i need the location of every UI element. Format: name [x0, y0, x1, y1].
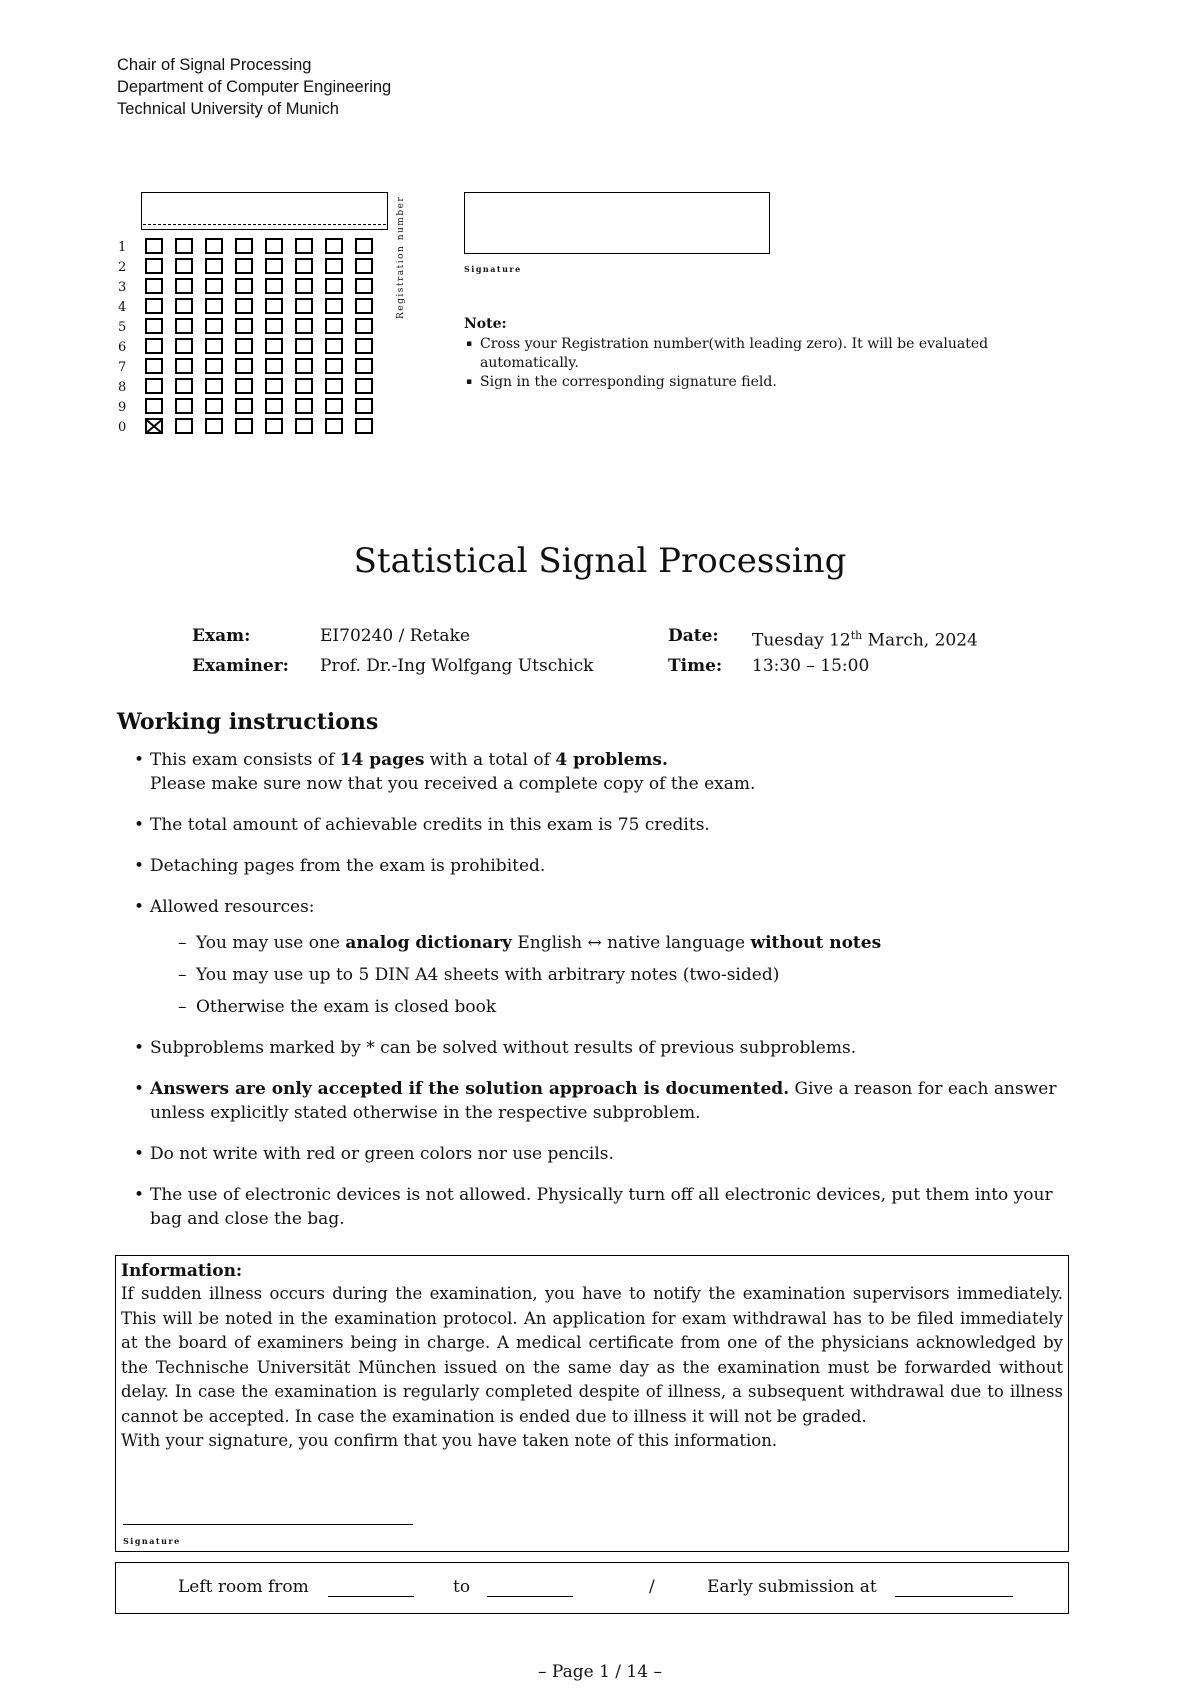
- information-title: Information:: [121, 1261, 243, 1281]
- working-instructions-list: [150, 748, 1070, 1248]
- note-item: ▪ Sign in the corresponding signature field.: [480, 373, 1074, 392]
- digit-label: 1: [118, 240, 127, 255]
- registration-checkbox[interactable]: [205, 238, 223, 254]
- registration-checkbox[interactable]: [265, 238, 283, 254]
- registration-checkbox[interactable]: [145, 238, 163, 254]
- exam-info-row: [192, 621, 1022, 651]
- resource-item: – You may use up to 5 DIN A4 sheets with arbitrary notes (two-sided): [196, 963, 1070, 987]
- registration-checkbox[interactable]: [265, 378, 283, 394]
- instruction-item: • Subproblems marked by * can be solved without results of previous subproblems.: [150, 1036, 1070, 1060]
- registration-checkbox[interactable]: [145, 418, 163, 434]
- registration-checkbox[interactable]: [295, 238, 313, 254]
- registration-checkbox[interactable]: [295, 378, 313, 394]
- university-name: Technical University of Munich: [117, 100, 339, 118]
- digit-label: 6: [118, 340, 127, 355]
- registration-checkbox[interactable]: [205, 278, 223, 294]
- registration-checkbox[interactable]: [175, 318, 193, 334]
- registration-checkbox[interactable]: [355, 298, 373, 314]
- registration-checkbox[interactable]: [355, 238, 373, 254]
- registration-checkbox[interactable]: [265, 318, 283, 334]
- early-submission-field[interactable]: [895, 1596, 1013, 1597]
- registration-checkbox[interactable]: [265, 398, 283, 414]
- registration-checkbox[interactable]: [145, 318, 163, 334]
- registration-checkbox[interactable]: [265, 358, 283, 374]
- left-room-box: [115, 1562, 1069, 1614]
- instruction-item: • Allowed resources: – You may use one analog dictionary English ↔ native language without notes – You may use up to 5 DIN A4 sheets with arbitrary notes (two-sided) – Otherwise the exam is closed book: [150, 895, 1070, 1019]
- registration-checkbox[interactable]: [235, 378, 253, 394]
- instruction-item: • The use of electronic devices is not allowed. Physically turn off all electronic devices, put them into your bag and close the bag.: [150, 1183, 1070, 1231]
- digit-label: 9: [118, 400, 127, 415]
- registration-checkbox[interactable]: [295, 358, 313, 374]
- registration-checkbox[interactable]: [235, 298, 253, 314]
- registration-checkbox[interactable]: [205, 338, 223, 354]
- note-section: [464, 315, 1074, 392]
- registration-checkbox[interactable]: [325, 338, 343, 354]
- registration-digit-separators: [143, 224, 386, 229]
- registration-checkbox[interactable]: [295, 318, 313, 334]
- allowed-resources-list: [150, 931, 1070, 1019]
- registration-checkbox[interactable]: [295, 418, 313, 434]
- registration-checkbox[interactable]: [325, 418, 343, 434]
- registration-checkbox[interactable]: [355, 278, 373, 294]
- registration-checkbox[interactable]: [145, 338, 163, 354]
- information-signature-label: Signature: [123, 1536, 181, 1546]
- registration-checkbox[interactable]: [325, 238, 343, 254]
- examiner-info-row: [192, 651, 1022, 681]
- examiner-value: Prof. Dr.-Ing Wolfgang Utschick: [320, 656, 594, 676]
- registration-checkbox[interactable]: [205, 358, 223, 374]
- instruction-item: • Answers are only accepted if the solution approach is documented. Give a reason for each answer unless explicitly stated otherwise in the respective subproblem.: [150, 1077, 1070, 1125]
- registration-checkbox[interactable]: [175, 398, 193, 414]
- registration-checkbox[interactable]: [145, 398, 163, 414]
- registration-checkbox[interactable]: [205, 318, 223, 334]
- instruction-item: • Do not write with red or green colors nor use pencils.: [150, 1142, 1070, 1166]
- registration-checkbox[interactable]: [175, 378, 193, 394]
- registration-checkbox[interactable]: [325, 378, 343, 394]
- left-room-from-field[interactable]: [328, 1596, 414, 1597]
- registration-checkbox[interactable]: [295, 278, 313, 294]
- separator-slash: /: [649, 1577, 655, 1597]
- institution-header: [117, 54, 391, 120]
- early-submission-label: Early submission at: [707, 1577, 877, 1597]
- instruction-item: • This exam consists of 14 pages with a total of 4 problems. Please make sure now that you received a complete copy of the exam.: [150, 748, 1070, 796]
- registration-checkbox[interactable]: [295, 298, 313, 314]
- information-box: [115, 1255, 1069, 1552]
- resource-item: – You may use one analog dictionary English ↔ native language without notes: [196, 931, 1070, 955]
- information-text: If sudden illness occurs during the examination, you have to notify the examination supervisors immediately. This will be noted in the examination protocol. An application for exam withdrawal has to be filed immediately at the board of examiners being in charge. A medical certificate from one of the physicians acknowledged by the Technische Universität München issued on the same day as the examination must be forwarded without delay. In case the examination is regularly completed despite of illness, a subsequent withdrawal due to illness cannot be accepted. In case the examination is ended due to illness it will not be graded.: [121, 1284, 1063, 1426]
- registration-checkbox[interactable]: [325, 318, 343, 334]
- registration-checkbox[interactable]: [205, 378, 223, 394]
- registration-checkbox[interactable]: [145, 298, 163, 314]
- registration-checkbox[interactable]: [175, 358, 193, 374]
- time-value: 13:30 – 15:00: [752, 656, 870, 676]
- registration-checkbox[interactable]: [175, 258, 193, 274]
- registration-checkbox[interactable]: [355, 398, 373, 414]
- registration-checkbox[interactable]: [205, 258, 223, 274]
- registration-checkbox[interactable]: [325, 358, 343, 374]
- registration-checkbox[interactable]: [175, 238, 193, 254]
- digit-label: 7: [118, 360, 127, 375]
- registration-checkbox[interactable]: [235, 398, 253, 414]
- signature-label: Signature: [464, 264, 522, 274]
- registration-checkbox[interactable]: [295, 258, 313, 274]
- date-value: Tuesday 12th March, 2024: [752, 629, 978, 651]
- examiner-label: Examiner:: [192, 656, 289, 676]
- resource-item: – Otherwise the exam is closed book: [196, 995, 1070, 1019]
- registration-checkbox[interactable]: [295, 338, 313, 354]
- note-title: Note:: [464, 316, 507, 332]
- registration-checkbox[interactable]: [235, 278, 253, 294]
- registration-checkbox[interactable]: [355, 318, 373, 334]
- registration-checkbox[interactable]: [205, 418, 223, 434]
- registration-checkbox[interactable]: [265, 258, 283, 274]
- digit-label: 8: [118, 380, 127, 395]
- registration-checkbox[interactable]: [265, 278, 283, 294]
- registration-checkbox[interactable]: [145, 278, 163, 294]
- registration-checkbox[interactable]: [265, 298, 283, 314]
- information-confirm-text: With your signature, you confirm that you have taken note of this information.: [121, 1431, 778, 1450]
- registration-checkbox[interactable]: [145, 358, 163, 374]
- document-title: Statistical Signal Processing: [353, 541, 847, 581]
- registration-checkbox[interactable]: [175, 418, 193, 434]
- registration-checkbox[interactable]: [355, 258, 373, 274]
- instruction-item: • Detaching pages from the exam is prohibited.: [150, 854, 1070, 878]
- registration-checkbox[interactable]: [265, 338, 283, 354]
- registration-checkbox[interactable]: [205, 398, 223, 414]
- registration-checkbox[interactable]: [235, 238, 253, 254]
- registration-checkbox[interactable]: [235, 318, 253, 334]
- digit-label: 3: [118, 280, 127, 295]
- time-label: Time:: [668, 656, 723, 676]
- registration-checkbox[interactable]: [235, 258, 253, 274]
- department-name: Department of Computer Engineering: [117, 78, 392, 96]
- registration-checkbox[interactable]: [235, 418, 253, 434]
- registration-checkbox[interactable]: [355, 378, 373, 394]
- registration-checkbox[interactable]: [175, 298, 193, 314]
- left-room-to-field[interactable]: [487, 1596, 573, 1597]
- instruction-item: • The total amount of achievable credits in this exam is 75 credits.: [150, 813, 1070, 837]
- note-item: ▪ Cross your Registration number(with leading zero). It will be evaluated automatically.: [480, 335, 1074, 373]
- registration-checkbox[interactable]: [235, 358, 253, 374]
- digit-label: 4: [118, 300, 127, 315]
- digit-label: 5: [118, 320, 127, 335]
- registration-checkbox[interactable]: [175, 278, 193, 294]
- left-room-label: Left room from: [178, 1577, 309, 1597]
- page-number: – Page 1 / 14 –: [538, 1662, 662, 1682]
- note-list: [464, 335, 1074, 392]
- to-label: to: [453, 1577, 471, 1597]
- date-label: Date:: [668, 626, 719, 646]
- exam-info-table: [192, 621, 1022, 681]
- registration-checkbox[interactable]: [295, 398, 313, 414]
- signature-box[interactable]: [464, 192, 770, 254]
- registration-checkbox[interactable]: [325, 398, 343, 414]
- registration-checkbox[interactable]: [325, 298, 343, 314]
- exam-value: EI70240 / Retake: [320, 626, 470, 646]
- registration-checkbox[interactable]: [355, 358, 373, 374]
- digit-label: 0: [118, 420, 127, 435]
- registration-checkbox[interactable]: [355, 418, 373, 434]
- registration-number-label: Registration number: [396, 195, 406, 319]
- information-signature-line[interactable]: [123, 1524, 413, 1525]
- chair-name: Chair of Signal Processing: [117, 56, 312, 74]
- registration-checkbox[interactable]: [265, 418, 283, 434]
- working-instructions-heading: Working instructions: [117, 709, 379, 735]
- registration-checkbox[interactable]: [325, 278, 343, 294]
- exam-label: Exam:: [192, 626, 251, 646]
- registration-checkbox[interactable]: [325, 258, 343, 274]
- registration-checkbox[interactable]: [235, 338, 253, 354]
- registration-checkbox[interactable]: [205, 298, 223, 314]
- registration-checkbox[interactable]: [175, 338, 193, 354]
- registration-checkbox[interactable]: [355, 338, 373, 354]
- registration-checkbox[interactable]: [145, 258, 163, 274]
- registration-checkbox[interactable]: [145, 378, 163, 394]
- digit-label: 2: [118, 260, 127, 275]
